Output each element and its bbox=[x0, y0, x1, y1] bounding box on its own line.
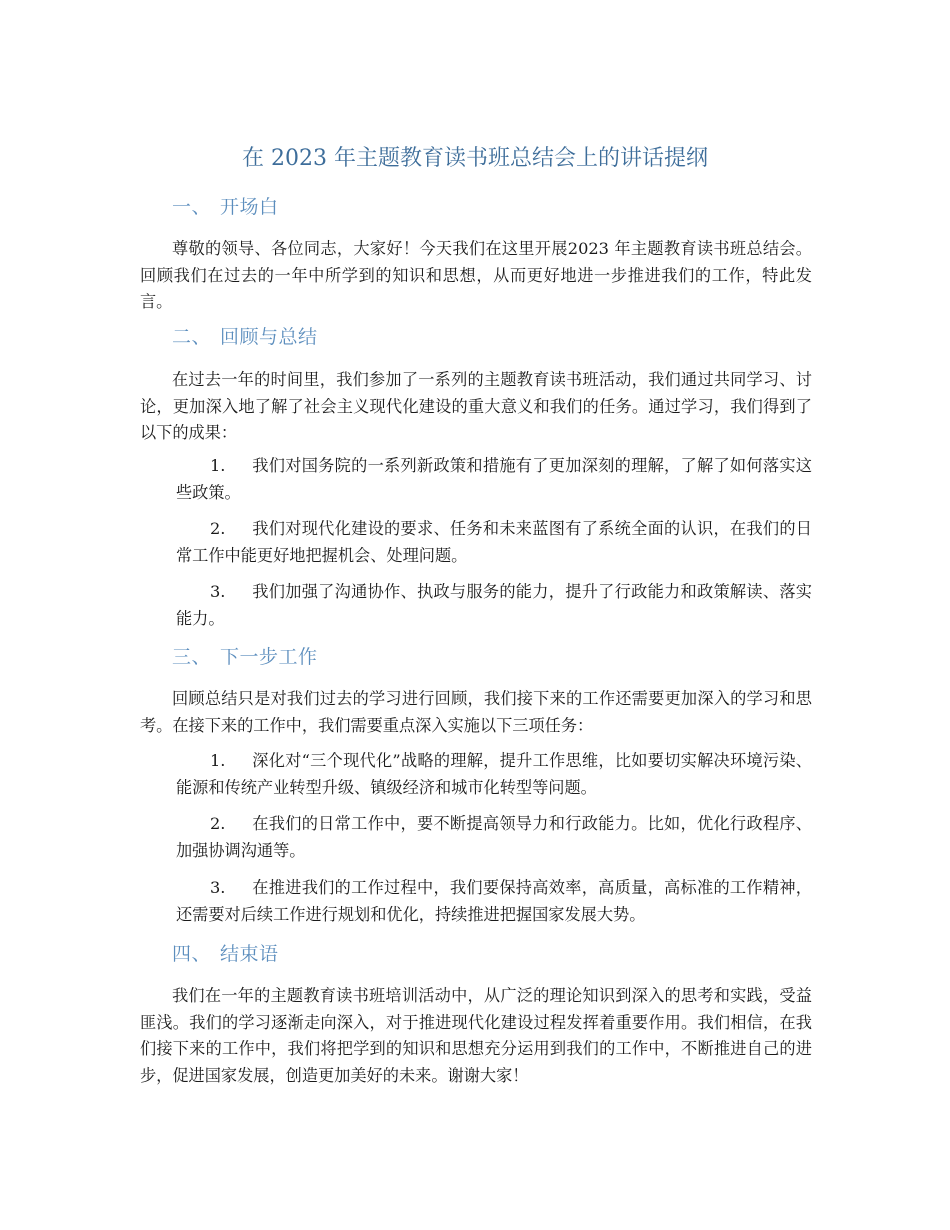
list-item-text: 在推进我们的工作过程中，我们要保持高效率，高质量，高标准的工作精神，还需要对后续工作进行规划和优化，持续推进把握国家发展大势。 bbox=[176, 878, 812, 924]
section-paragraph-closing: 我们在一年的主题教育读书班培训活动中，从广泛的理论知识到深入的思考和实践，受益匪浅。我们的学习逐渐走向深入，对于推进现代化建设过程发挥着重要作用。我们相信，在我们接下来的工作中，我们将把学到的知识和思想充分运用到我们的工作中，不断推进自己的进步，促进国家发展，创造更加美好的未来。谢谢大家！ bbox=[140, 986, 812, 1085]
list-item-text: 我们对国务院的一系列新政策和措施有了更加深刻的理解，了解了如何落实这些政策。 bbox=[176, 456, 812, 502]
section-title: 下一步工作 bbox=[220, 646, 318, 668]
list-item bbox=[176, 579, 812, 632]
list-marker: 3. bbox=[210, 582, 226, 601]
section-number: 二、 bbox=[172, 326, 212, 348]
section-heading-next-steps bbox=[172, 643, 318, 671]
section-paragraph-next-steps: 回顾总结只是对我们过去的学习进行回顾，我们接下来的工作还需要更加深入的学习和思考。在接下来的工作中，我们需要重点深入实施以下三项任务： bbox=[140, 689, 812, 735]
section-heading-closing bbox=[172, 940, 279, 968]
section-number: 一、 bbox=[172, 196, 212, 218]
section-title: 回顾与总结 bbox=[220, 326, 318, 348]
list-item-text: 在我们的日常工作中，要不断提高领导力和行政能力。比如，优化行政程序、加强协调沟通等。 bbox=[176, 814, 812, 860]
section-title: 开场白 bbox=[220, 196, 279, 218]
section-heading-review bbox=[172, 323, 318, 351]
section-paragraph-review: 在过去一年的时间里，我们参加了一系列的主题教育读书班活动，我们通过共同学习、讨论，更加深入地了解了社会主义现代化建设的重大意义和我们的任务。通过学习，我们得到了以下的成果： bbox=[140, 370, 812, 442]
list-item bbox=[176, 811, 812, 864]
document-title: 在 2023 年主题教育读书班总结会上的讲话提纲 bbox=[242, 146, 708, 171]
list-marker: 3. bbox=[210, 878, 226, 897]
section-number: 三、 bbox=[172, 646, 212, 668]
list-marker: 2. bbox=[210, 519, 226, 538]
section-heading-opening bbox=[172, 193, 279, 221]
section-paragraph-opening: 尊敬的领导、各位同志，大家好！今天我们在这里开展2023 年主题教育读书班总结会。回顾我们在过去的一年中所学到的知识和思想，从而更好地进一步推进我们的工作，特此发言。 bbox=[140, 239, 812, 311]
list-marker: 2. bbox=[210, 814, 226, 833]
list-marker: 1. bbox=[210, 456, 226, 475]
section-title: 结束语 bbox=[220, 943, 279, 965]
list-item bbox=[176, 453, 812, 506]
list-item bbox=[176, 875, 812, 928]
list-item-text: 我们加强了沟通协作、执政与服务的能力，提升了行政能力和政策解读、落实能力。 bbox=[176, 582, 812, 628]
list-marker: 1. bbox=[210, 751, 226, 770]
list-item-text: 我们对现代化建设的要求、任务和未来蓝图有了系统全面的认识，在我们的日常工作中能更好地把握机会、处理问题。 bbox=[176, 519, 812, 565]
list-item bbox=[176, 748, 812, 801]
list-item bbox=[176, 516, 812, 569]
section-number: 四、 bbox=[172, 943, 212, 965]
list-item-text: 深化对“三个现代化”战略的理解，提升工作思维，比如要切实解决环境污染、能源和传统产业转型升级、镇级经济和城市化转型等问题。 bbox=[176, 751, 812, 797]
